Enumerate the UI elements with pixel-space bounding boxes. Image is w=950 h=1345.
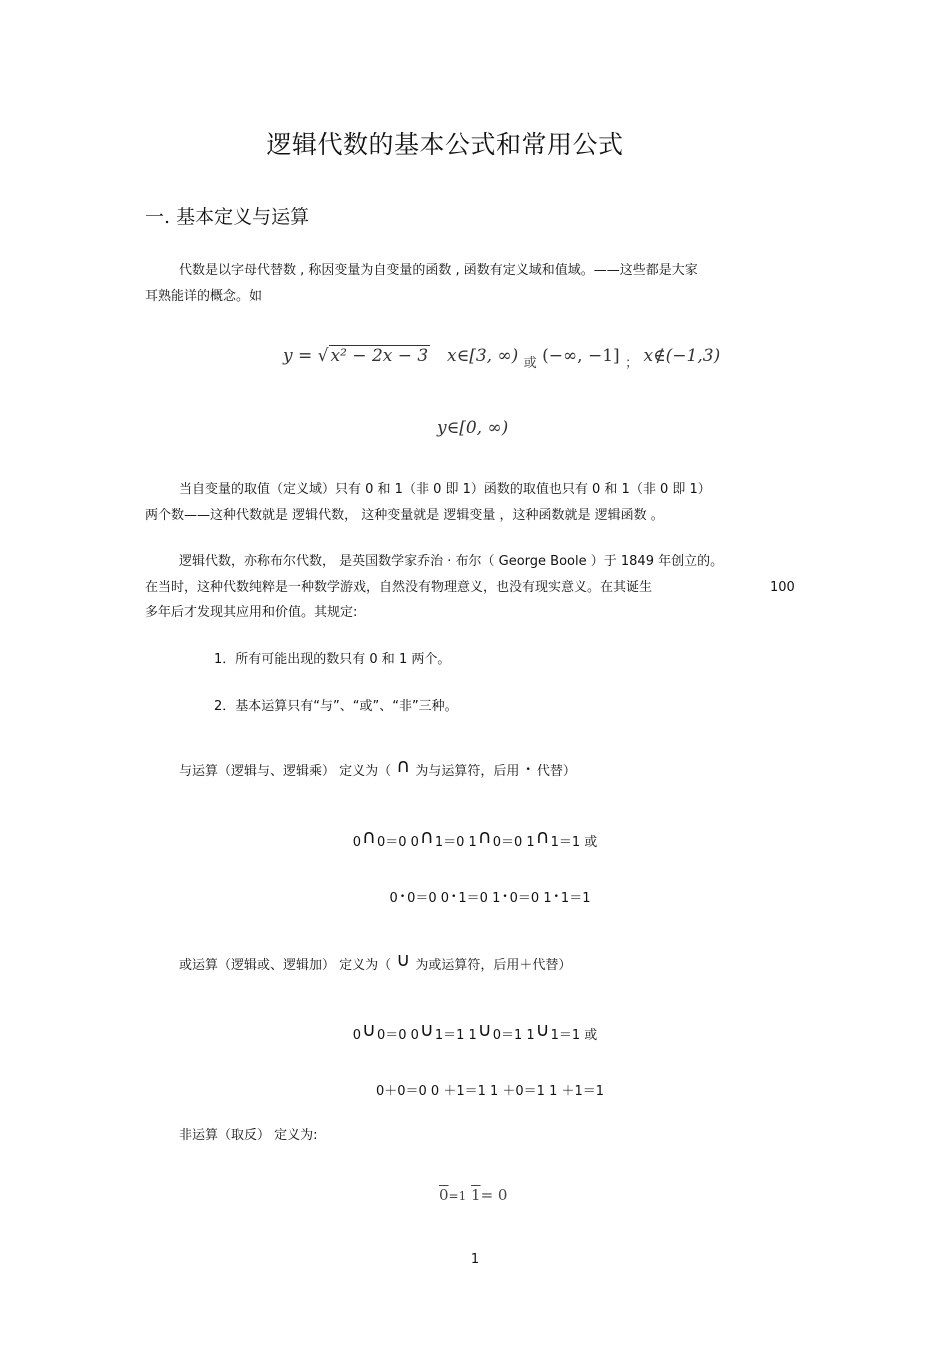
formula-domain <box>283 346 721 371</box>
paragraph-2-line-1: 当自变量的取值（定义域）只有 0 和 1（非 0 即 1）函数的取值也只有 0 和 1（非 0 即 1） <box>179 482 711 497</box>
and-equation-2 <box>0 887 950 906</box>
formula-range-text: y∈[0, ∞) <box>437 418 509 438</box>
and-eq2-term: 0＝0 0 <box>407 891 450 906</box>
or-eq1-term: 0＝1 1 <box>492 1028 535 1043</box>
or-equation-1 <box>0 1019 950 1044</box>
and-equation-1 <box>0 826 950 851</box>
formula-range <box>437 418 508 438</box>
dot-symbol: • <box>553 892 559 902</box>
and-eq1-term: 0＝0 1 <box>492 835 535 850</box>
formula-radicand: x² − 2x − 3 <box>330 346 429 366</box>
dot-symbol: • <box>451 892 457 902</box>
union-symbol: ∪ <box>362 1019 376 1041</box>
paragraph-3-line-3: 多年后才发现其应用和价值。其规定: <box>145 605 358 620</box>
or-eq1-term: 1＝1 或 <box>550 1028 598 1043</box>
or-equation-2: 0＋0＝0 0 ＋1＝1 1 ＋0＝1 1 ＋1＝1 <box>375 1084 605 1099</box>
not-definition: 非运算（取反） 定义为: <box>179 1128 318 1143</box>
not-eq-one-bar: 1 <box>471 1186 481 1204</box>
and-eq1-term: 0＝0 0 <box>376 835 419 850</box>
not-eq-part: =1 <box>448 1189 467 1203</box>
rule-2: 2．基本运算只有“与”、“或”、“非”三种。 <box>214 699 458 714</box>
page-number: 1 <box>470 1252 480 1267</box>
not-eq-zero-bar: 0 <box>439 1186 449 1204</box>
and-eq2-term: 0＝0 1 <box>509 891 552 906</box>
and-eq1-term: 1＝1 或 <box>550 835 598 850</box>
or-definition-post: 为或运算符，后用＋代替） <box>411 958 572 973</box>
and-definition-pre: 与运算（逻辑与、逻辑乘） 定义为（ <box>179 764 396 779</box>
not-equation <box>439 1186 507 1204</box>
section-heading: 一. 基本定义与运算 <box>145 206 310 228</box>
paragraph-3-line-1: 逻辑代数，亦称布尔代数， 是英国数学家乔治 · 布尔（ George Boole ）于 1849 年创立的。 <box>179 554 724 569</box>
page-title: 逻辑代数的基本公式和常用公式 <box>266 130 624 159</box>
and-eq2-term: 1＝0 1 <box>458 891 501 906</box>
paragraph-1-line-1: 代数是以字母代替数 , 称因变量为自变量的函数 , 函数有定义域和值域。——这些都是大家 <box>179 263 698 278</box>
formula-domain-1: x∈[3, ∞) <box>447 346 519 366</box>
formula-or: 或 <box>523 356 537 371</box>
rule-1: 1．所有可能出现的数只有 0 和 1 两个。 <box>214 652 451 667</box>
and-definition-mid: 为与运算符，后用 <box>411 764 524 779</box>
union-symbol: ∪ <box>396 949 411 971</box>
or-eq1-term: 0 <box>352 1028 362 1043</box>
paragraph-3-line-2: 在当时，这种代数纯粹是一种数学游戏，自然没有物理意义，也没有现实意义。在其诞生 <box>145 580 653 595</box>
formula-domain-2: (−∞, −1] <box>542 346 620 366</box>
and-eq1-term: 0 <box>352 835 362 850</box>
intersection-symbol: ∩ <box>477 826 492 848</box>
or-definition <box>179 951 571 978</box>
and-eq2-term: 1＝1 <box>560 891 591 906</box>
intersection-symbol: ∩ <box>362 826 376 848</box>
formula-semicolon: ； <box>625 356 639 371</box>
intersection-symbol: ∩ <box>396 755 411 777</box>
union-symbol: ∪ <box>535 1019 550 1041</box>
sqrt-symbol: √ <box>317 346 329 366</box>
or-definition-pre: 或运算（逻辑或、逻辑加） 定义为（ <box>179 958 396 973</box>
not-eq-part: = 0 <box>480 1186 508 1204</box>
or-eq1-term: 1＝1 1 <box>434 1028 477 1043</box>
intersection-symbol: ∩ <box>535 826 550 848</box>
dot-symbol: • <box>399 892 406 902</box>
formula-domain-3: x∉(−1,3) <box>643 346 721 366</box>
paragraph-2-line-2: 两个数——这种代数就是 逻辑代数， 这种变量就是 逻辑变量 ，这种函数就是 逻辑函数 。 <box>145 508 664 523</box>
paragraph-1-line-2: 耳熟能详的概念。如 <box>145 289 263 304</box>
dot-symbol: • <box>525 765 531 775</box>
paragraph-3-line-2-number: 100 <box>770 580 795 595</box>
and-eq2-term: 0 <box>389 891 398 906</box>
and-eq1-term: 1＝0 1 <box>434 835 477 850</box>
union-symbol: ∪ <box>477 1019 492 1041</box>
and-definition-post: 代替） <box>532 764 576 779</box>
intersection-symbol: ∩ <box>419 826 434 848</box>
union-symbol: ∪ <box>419 1019 434 1041</box>
dot-symbol: • <box>502 892 508 902</box>
formula-y: y = <box>283 346 318 366</box>
and-definition <box>179 757 576 786</box>
or-eq1-term: 0＝0 0 <box>376 1028 419 1043</box>
